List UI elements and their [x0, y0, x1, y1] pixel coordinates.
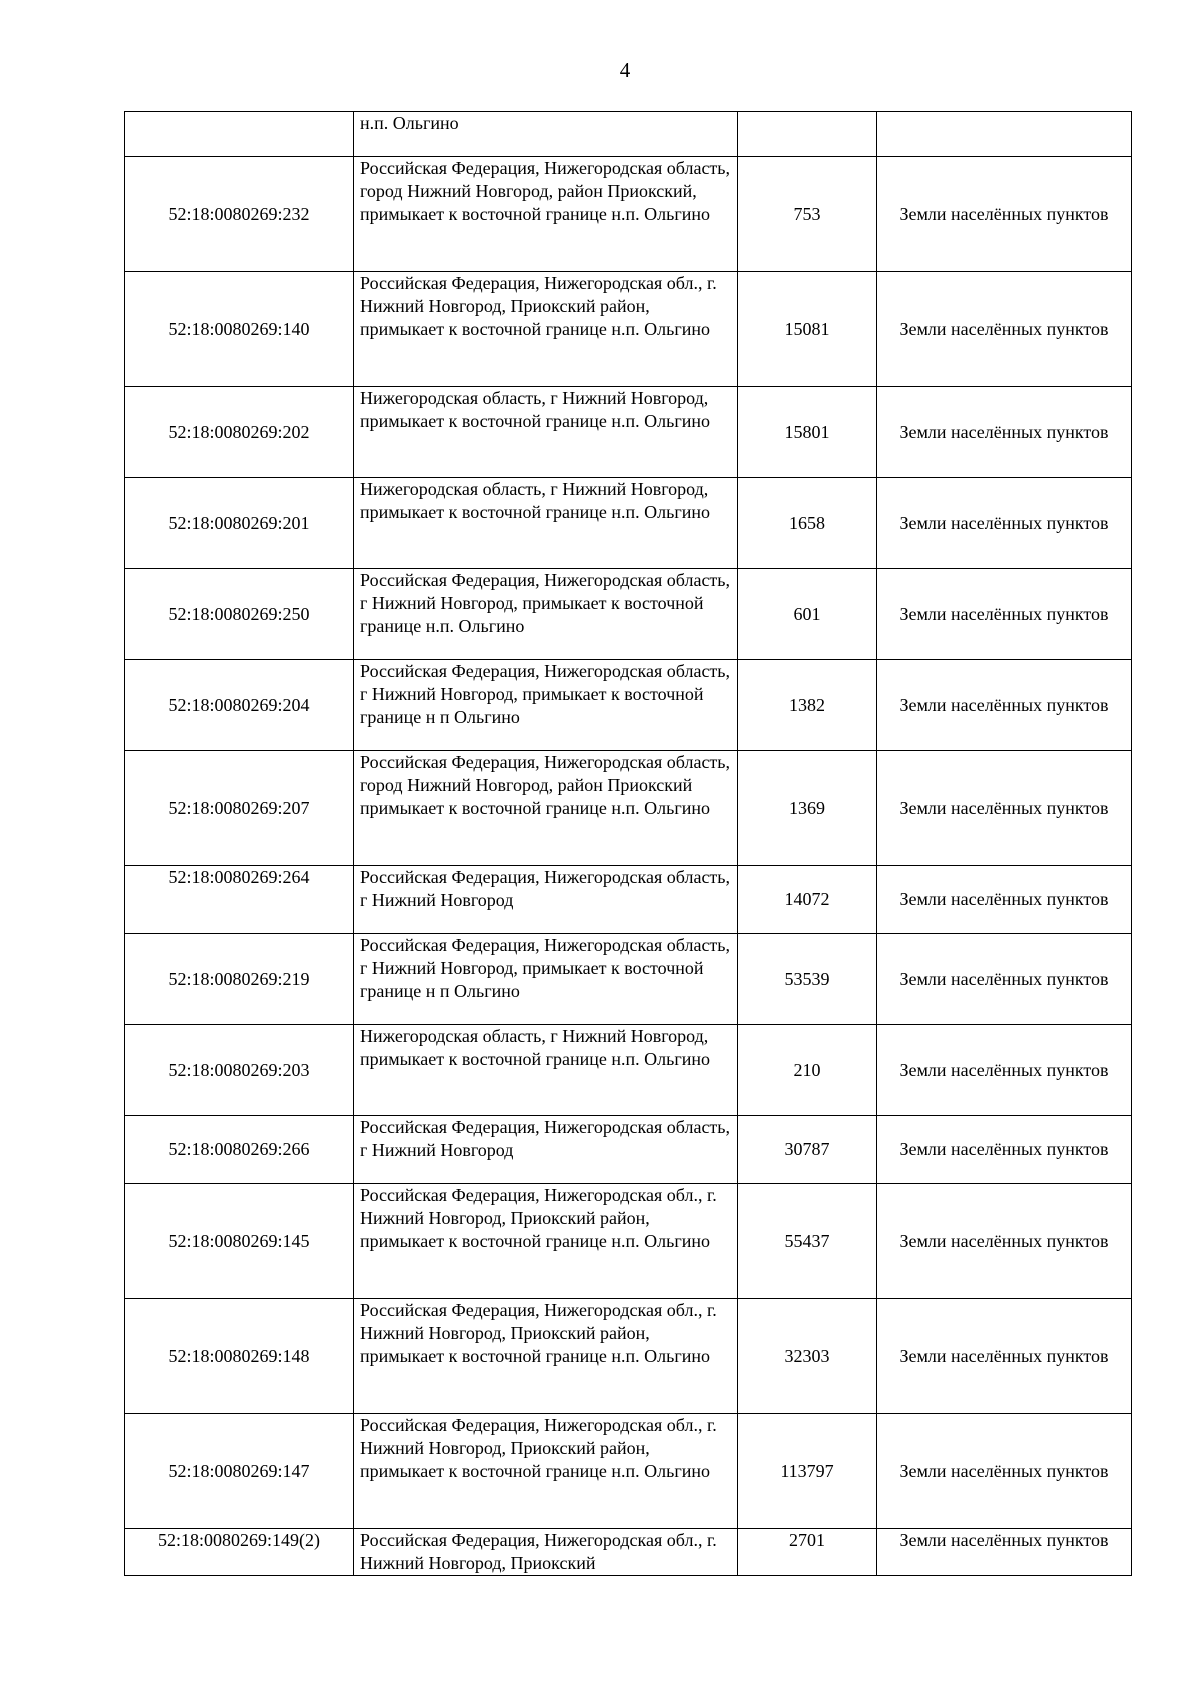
address-cell: н.п. Ольгино: [354, 112, 738, 157]
address-cell: Нижегородская область, г Нижний Новгород, примыкает к восточной границе н.п. Ольгино: [354, 1025, 738, 1116]
table-row: [125, 272, 1132, 387]
address-cell: Российская Федерация, Нижегородская область, г Нижний Новгород: [354, 1116, 738, 1184]
land-category-cell: Земли населённых пунктов: [877, 478, 1132, 569]
area-cell: 601: [738, 569, 877, 660]
cadastral-number-cell: 52:18:0080269:201: [125, 478, 354, 569]
land-category-cell: Земли населённых пунктов: [877, 660, 1132, 751]
address-cell: Российская Федерация, Нижегородская обл., г. Нижний Новгород, Приокский район, примыкает к восточной границе н.п. Ольгино: [354, 272, 738, 387]
area-cell: 1382: [738, 660, 877, 751]
table-row: [125, 1529, 1132, 1576]
table-row: [125, 1025, 1132, 1116]
cadastral-number-cell: 52:18:0080269:266: [125, 1116, 354, 1184]
table-row: [125, 569, 1132, 660]
address-cell: Российская Федерация, Нижегородская область, г Нижний Новгород, примыкает к восточной границе н п Ольгино: [354, 934, 738, 1025]
land-category-cell: Земли населённых пунктов: [877, 751, 1132, 866]
cadastral-number-cell: 52:18:0080269:204: [125, 660, 354, 751]
cadastral-number-cell: 52:18:0080269:232: [125, 157, 354, 272]
area-cell: 1369: [738, 751, 877, 866]
table-row: [125, 1184, 1132, 1299]
cadastral-number-cell: 52:18:0080269:145: [125, 1184, 354, 1299]
cadastral-number-cell: 52:18:0080269:264: [125, 866, 354, 934]
cadastral-number-cell: 52:18:0080269:250: [125, 569, 354, 660]
table-row: [125, 1299, 1132, 1414]
address-cell: Российская Федерация, Нижегородская обл., г. Нижний Новгород, Приокский район, примыкает к восточной границе н.п. Ольгино: [354, 1184, 738, 1299]
land-category-cell: Земли населённых пунктов: [877, 1184, 1132, 1299]
land-category-cell: Земли населённых пунктов: [877, 1116, 1132, 1184]
address-cell: Российская Федерация, Нижегородская обл., г. Нижний Новгород, Приокский район, примыкает к восточной границе н.п. Ольгино: [354, 1414, 738, 1529]
page-number: 4: [619, 58, 631, 82]
land-category-cell: Земли населённых пунктов: [877, 866, 1132, 934]
area-cell: 1658: [738, 478, 877, 569]
table-row: [125, 660, 1132, 751]
cadastral-number-cell: 52:18:0080269:202: [125, 387, 354, 478]
land-category-cell: [877, 112, 1132, 157]
address-cell: Российская Федерация, Нижегородская область, город Нижний Новгород, район Приокский, примыкает к восточной границе н.п. Ольгино: [354, 157, 738, 272]
address-cell: Нижегородская область, г Нижний Новгород, примыкает к восточной границе н.п. Ольгино: [354, 387, 738, 478]
address-cell: Российская Федерация, Нижегородская обл., г. Нижний Новгород, Приокский район, примыкает к восточной границе н.п. Ольгино: [354, 1299, 738, 1414]
address-cell: Российская Федерация, Нижегородская обл., г. Нижний Новгород, Приокский: [354, 1529, 738, 1576]
table-row: [125, 157, 1132, 272]
land-category-cell: Земли населённых пунктов: [877, 934, 1132, 1025]
area-cell: 15081: [738, 272, 877, 387]
land-parcels-table: [124, 111, 1132, 1576]
land-category-cell: Земли населённых пунктов: [877, 1414, 1132, 1529]
table-row: [125, 387, 1132, 478]
area-cell: 53539: [738, 934, 877, 1025]
area-cell: 113797: [738, 1414, 877, 1529]
table-row: [125, 934, 1132, 1025]
land-category-cell: Земли населённых пунктов: [877, 1299, 1132, 1414]
table-row: [125, 866, 1132, 934]
table-row: [125, 1414, 1132, 1529]
address-cell: Российская Федерация, Нижегородская область, г Нижний Новгород, примыкает к восточной границе н.п. Ольгино: [354, 569, 738, 660]
cadastral-number-cell: [125, 112, 354, 157]
area-cell: 2701: [738, 1529, 877, 1576]
cadastral-number-cell: 52:18:0080269:148: [125, 1299, 354, 1414]
address-cell: Российская Федерация, Нижегородская область, город Нижний Новгород, район Приокский примыкает к восточной границе н.п. Ольгино: [354, 751, 738, 866]
address-cell: Российская Федерация, Нижегородская область, г Нижний Новгород, примыкает к восточной границе н п Ольгино: [354, 660, 738, 751]
table-row: [125, 112, 1132, 157]
land-category-cell: Земли населённых пунктов: [877, 569, 1132, 660]
address-cell: Нижегородская область, г Нижний Новгород, примыкает к восточной границе н.п. Ольгино: [354, 478, 738, 569]
cadastral-number-cell: 52:18:0080269:147: [125, 1414, 354, 1529]
land-category-cell: Земли населённых пунктов: [877, 387, 1132, 478]
land-category-cell: Земли населённых пунктов: [877, 1025, 1132, 1116]
table-row: [125, 1116, 1132, 1184]
cadastral-number-cell: 52:18:0080269:219: [125, 934, 354, 1025]
land-category-cell: Земли населённых пунктов: [877, 1529, 1132, 1576]
cadastral-number-cell: 52:18:0080269:203: [125, 1025, 354, 1116]
table-row: [125, 478, 1132, 569]
area-cell: 753: [738, 157, 877, 272]
land-category-cell: Земли населённых пунктов: [877, 272, 1132, 387]
area-cell: 55437: [738, 1184, 877, 1299]
land-category-cell: Земли населённых пунктов: [877, 157, 1132, 272]
cadastral-number-cell: 52:18:0080269:207: [125, 751, 354, 866]
area-cell: 30787: [738, 1116, 877, 1184]
area-cell: 15801: [738, 387, 877, 478]
area-cell: [738, 112, 877, 157]
cadastral-number-cell: 52:18:0080269:140: [125, 272, 354, 387]
cadastral-number-cell: 52:18:0080269:149(2): [125, 1529, 354, 1576]
area-cell: 210: [738, 1025, 877, 1116]
address-cell: Российская Федерация, Нижегородская область, г Нижний Новгород: [354, 866, 738, 934]
table-row: [125, 751, 1132, 866]
area-cell: 32303: [738, 1299, 877, 1414]
area-cell: 14072: [738, 866, 877, 934]
